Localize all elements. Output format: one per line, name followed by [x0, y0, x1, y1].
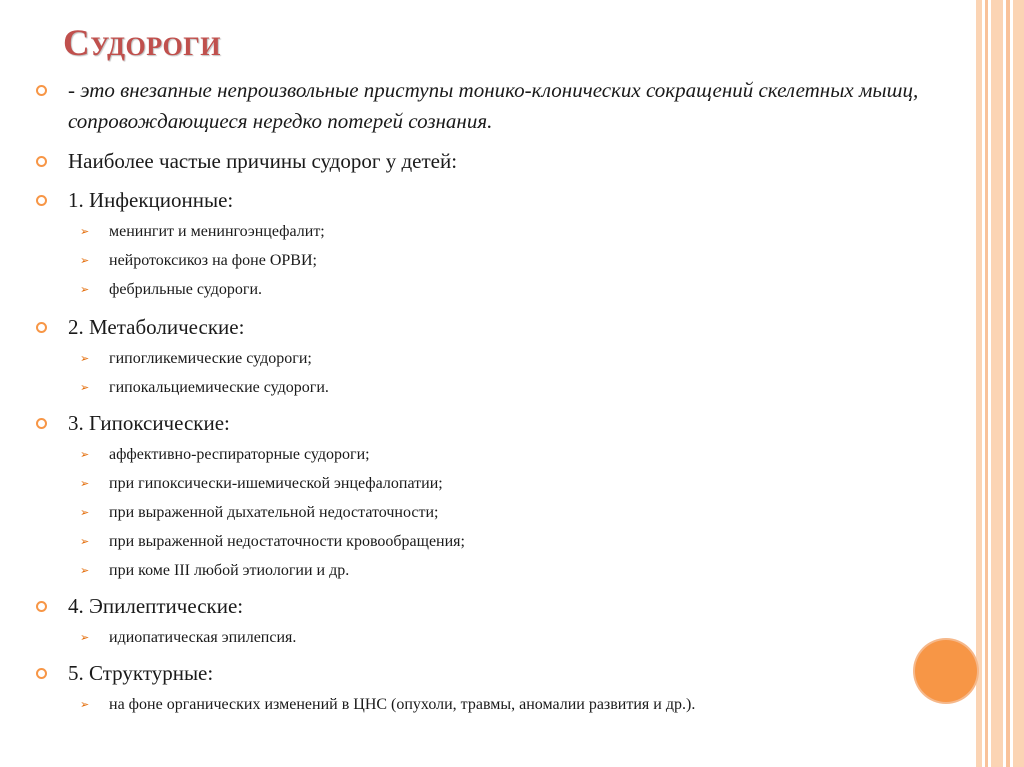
circle-bullet-icon — [36, 668, 47, 679]
arrow-bullet-icon: ➢ — [80, 698, 90, 711]
arrow-bullet-icon: ➢ — [80, 535, 90, 548]
arrow-bullet-icon: ➢ — [80, 254, 90, 267]
arrow-bullet-icon: ➢ — [80, 564, 90, 577]
circle-bullet-icon — [36, 195, 47, 206]
decorative-circle — [915, 640, 977, 702]
arrow-bullet-icon: ➢ — [80, 506, 90, 519]
arrow-bullet-icon: ➢ — [80, 352, 90, 365]
list-item-text: на фоне органических изменений в ЦНС (опухоли, травмы, аномалии развития и др.). — [109, 696, 696, 713]
list-item-text: гипогликемические судороги; — [109, 350, 312, 367]
intro-text: - это внезапные непроизвольные приступы тонико-клонических сокращений скелетных мышц, сопровождающиеся нередко потерей сознания. — [68, 78, 919, 133]
circle-bullet-icon — [36, 418, 47, 429]
arrow-bullet-icon: ➢ — [80, 448, 90, 461]
side-stripe — [991, 0, 1003, 767]
group-label: 1. Инфекционные: — [68, 188, 234, 212]
group-label: 2. Метаболические: — [68, 315, 245, 339]
group-label: 5. Структурные: — [68, 661, 214, 685]
group-label: 3. Гипоксические: — [68, 411, 230, 435]
arrow-bullet-icon: ➢ — [80, 631, 90, 644]
circle-bullet-icon — [36, 85, 47, 96]
side-stripe — [1013, 0, 1024, 767]
group-label: 4. Эпилептические: — [68, 594, 244, 618]
circle-bullet-icon — [36, 322, 47, 333]
arrow-bullet-icon: ➢ — [80, 283, 90, 296]
list-item-text: при выраженной недостаточности кровообращения; — [109, 533, 465, 550]
circle-bullet-icon — [36, 156, 47, 167]
decorative-side-stripes — [976, 0, 1024, 767]
arrow-bullet-icon: ➢ — [80, 381, 90, 394]
list-item-text: идиопатическая эпилепсия. — [109, 629, 297, 646]
list-item-text: при гипоксически-ишемической энцефалопатии; — [109, 475, 443, 492]
list-item-text: при коме III любой этиологии и др. — [109, 562, 350, 579]
causes-heading: Наиболее частые причины судорог у детей: — [68, 149, 458, 173]
list-item-text: гипокальциемические судороги. — [109, 379, 329, 396]
list-item-text: менингит и менингоэнцефалит; — [109, 223, 325, 240]
list-item-text: фебрильные судороги. — [109, 281, 263, 298]
arrow-bullet-icon: ➢ — [80, 477, 90, 490]
side-stripe — [985, 0, 988, 767]
arrow-bullet-icon: ➢ — [80, 225, 90, 238]
side-stripe — [976, 0, 982, 767]
circle-bullet-icon — [36, 601, 47, 612]
list-item-text: при выраженной дыхательной недостаточности; — [109, 504, 439, 521]
list-item-text: нейротоксикоз на фоне ОРВИ; — [109, 252, 317, 269]
list-item-text: аффективно-респираторные судороги; — [109, 446, 370, 463]
slide-title: Судороги — [63, 23, 222, 64]
side-stripe — [1006, 0, 1010, 767]
